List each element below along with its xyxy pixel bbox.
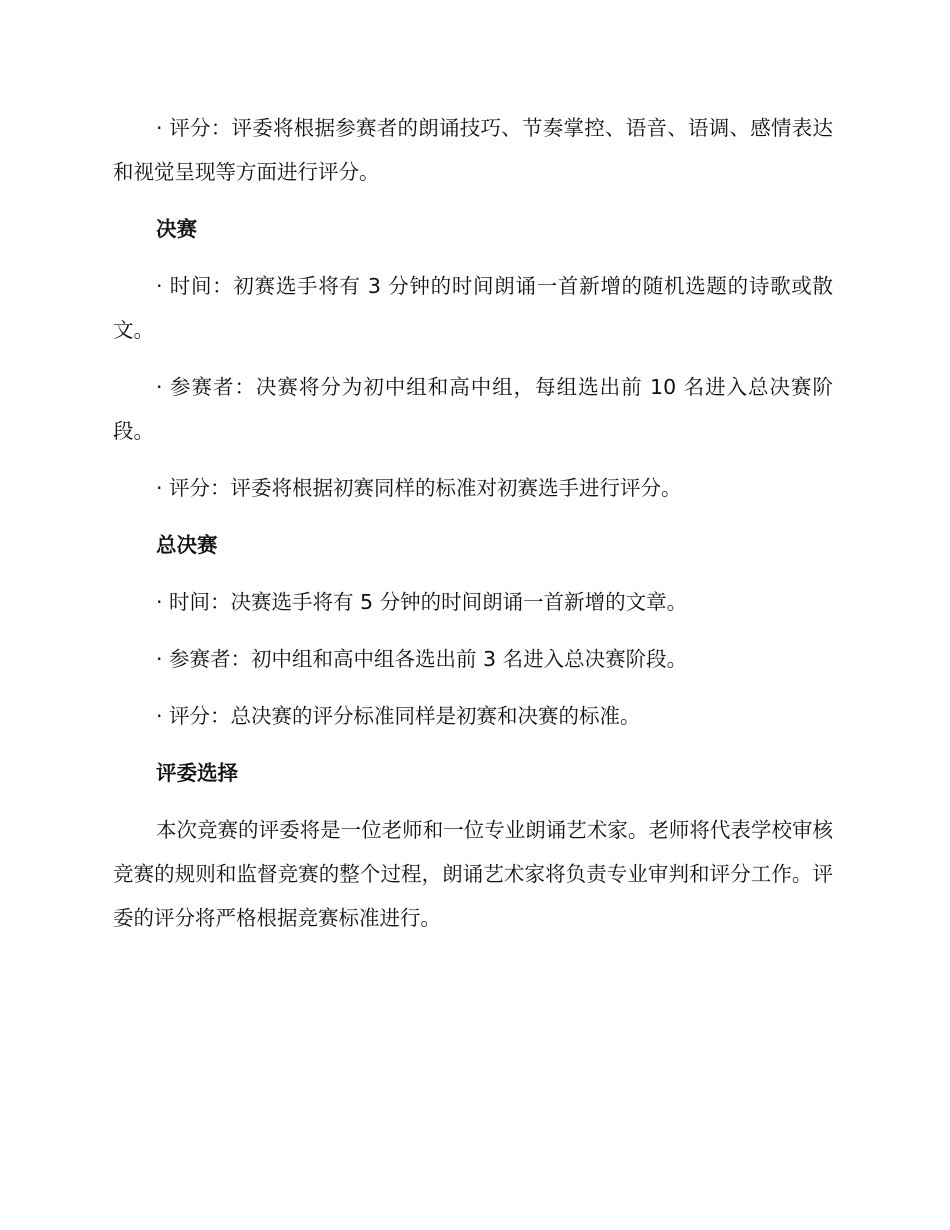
scoring-paragraph-preliminary: · 评分：评委将根据参赛者的朗诵技巧、节奏掌控、语音、语调、感情表达和视觉呈现等方面进行评分。 (113, 116, 833, 184)
section-heading-judges: 评委选择 (156, 761, 238, 785)
time-paragraph-grand-final: · 时间：决赛选手将有 5 分钟的时间朗诵一首新增的文章。 (156, 590, 688, 614)
section-heading-final: 决赛 (156, 217, 197, 241)
time-paragraph-final: · 时间：初赛选手将有 3 分钟的时间朗诵一首新增的随机选题的诗歌或散文。 (113, 274, 833, 342)
document-body (113, 106, 833, 953)
section-heading-grand-final: 总决赛 (156, 533, 218, 557)
participants-paragraph-grand-final: · 参赛者：初中组和高中组各选出前 3 名进入总决赛阶段。 (156, 647, 688, 671)
participants-paragraph-final: · 参赛者：决赛将分为初中组和高中组，每组选出前 10 名进入总决赛阶段。 (113, 375, 833, 443)
scoring-paragraph-final: · 评分：评委将根据初赛同样的标准对初赛选手进行评分。 (156, 476, 682, 500)
scoring-paragraph-grand-final: · 评分：总决赛的评分标准同样是初赛和决赛的标准。 (156, 704, 641, 728)
judges-paragraph: 本次竞赛的评委将是一位老师和一位专业朗诵艺术家。老师将代表学校审核竞赛的规则和监督竞赛的整个过程，朗诵艺术家将负责专业审判和评分工作。评委的评分将严格根据竞赛标准进行。 (113, 818, 833, 930)
